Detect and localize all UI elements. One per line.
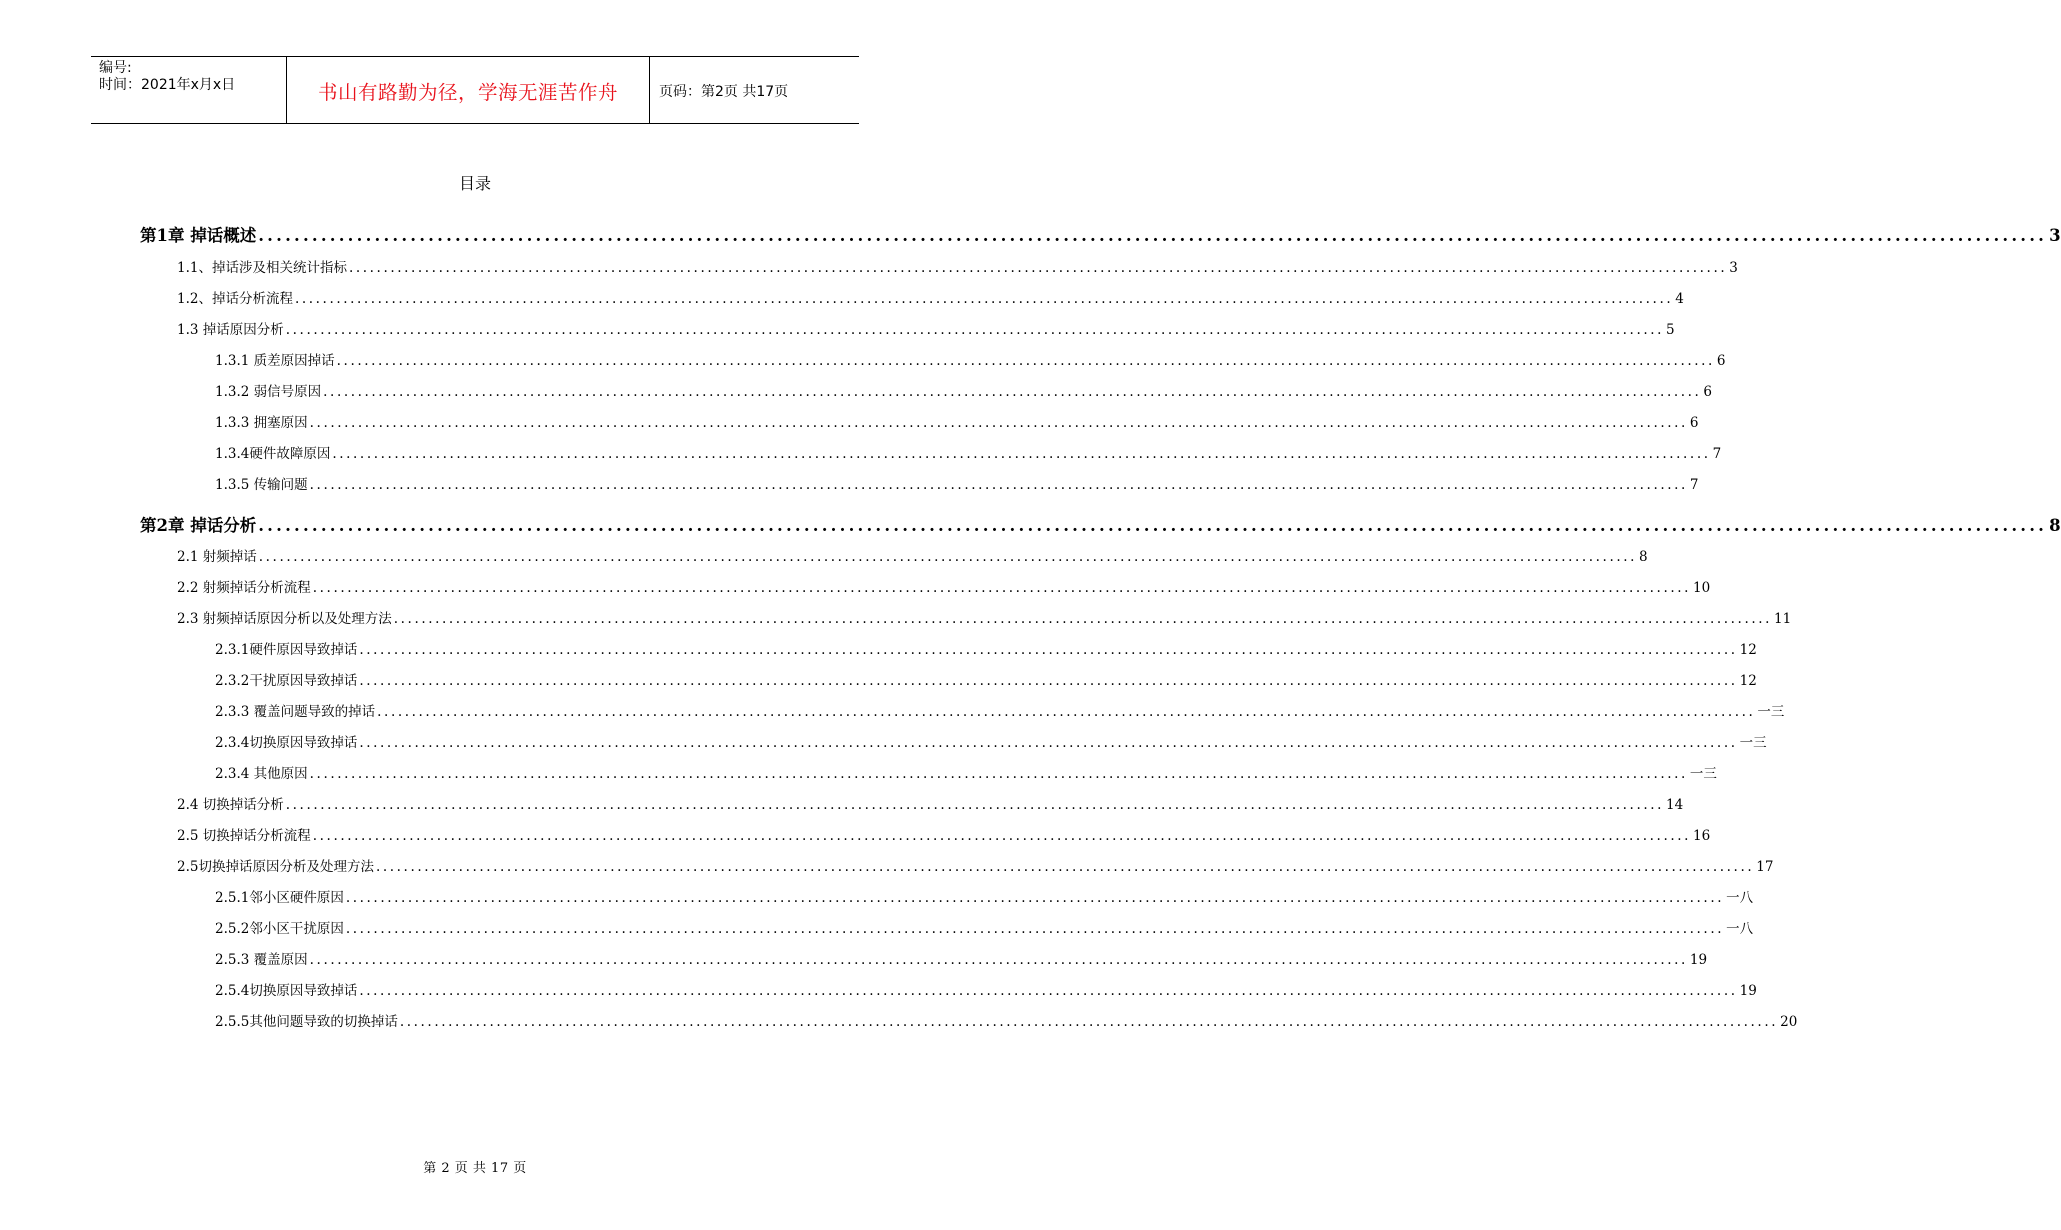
toc-dot-leader: ........................................................................................................................................................................................................ bbox=[359, 735, 1738, 751]
toc-entry-page: 5 bbox=[1666, 322, 1675, 338]
toc-entry[interactable] bbox=[215, 979, 1757, 999]
toc-entry-page: 6 bbox=[1716, 353, 1726, 369]
toc-dot-leader: ........................................................................................................................................................................................................ bbox=[312, 580, 1692, 596]
toc-entry[interactable] bbox=[177, 576, 1711, 596]
toc-entry-page: 8 bbox=[2049, 516, 2061, 535]
toc-entry-title: 2.3.2干扰原因导致掉话 bbox=[215, 673, 358, 689]
toc-entry[interactable] bbox=[177, 855, 1774, 875]
toc-entry-page: 一八 bbox=[1726, 890, 1754, 906]
toc-entry-title: 2.5.5其他问题导致的切换掉话 bbox=[215, 1014, 398, 1030]
toc-entry-title: 1.3.2 弱信号原因 bbox=[215, 384, 322, 400]
toc-entry-page: 一三 bbox=[1689, 766, 1717, 782]
toc-entry-title: 1.3.3 拥塞原因 bbox=[215, 415, 308, 431]
toc-dot-leader: ........................................................................................................................................................................................................ bbox=[336, 353, 1715, 369]
toc-entry-page: 10 bbox=[1693, 580, 1711, 596]
toc-entry-page: 3 bbox=[2049, 226, 2061, 245]
page-footer: 第 2 页 共 17 页 bbox=[423, 1161, 527, 1176]
toc-entry[interactable] bbox=[215, 1010, 1798, 1030]
toc-entry-title: 第2章 掉话分析 bbox=[140, 516, 257, 535]
toc-entry-page: 一三 bbox=[1757, 704, 1785, 720]
toc-entry-title: 2.3.4 其他原因 bbox=[215, 766, 308, 782]
toc-entry-page: 一八 bbox=[1726, 921, 1754, 937]
toc-entry-page: 3 bbox=[1729, 260, 1738, 276]
toc-entry-page: 7 bbox=[1712, 446, 1722, 462]
toc-entry-page: 一三 bbox=[1739, 735, 1767, 751]
toc-entry[interactable] bbox=[215, 886, 1754, 906]
toc-dot-leader: ........................................................................................................................................................................................................ bbox=[258, 549, 1638, 565]
toc-entry[interactable] bbox=[177, 793, 1684, 813]
toc-entry-title: 2.3.1硬件原因导致掉话 bbox=[215, 642, 358, 658]
toc-dot-leader: ........................................................................................................................................................................................................ bbox=[285, 797, 1665, 813]
toc-entry[interactable] bbox=[215, 349, 1726, 369]
toc-entry-page: 17 bbox=[1756, 859, 1774, 875]
toc-chapter-entry[interactable] bbox=[140, 512, 2061, 536]
toc-dot-leader: ........................................................................................................................................................................................................ bbox=[258, 226, 2048, 245]
toc-entry-title: 第1章 掉话概述 bbox=[140, 226, 257, 245]
toc-dot-leader: ........................................................................................................................................................................................................ bbox=[285, 322, 1665, 338]
toc-entry-title: 1.3.5 传输问题 bbox=[215, 477, 308, 493]
toc-dot-leader: ........................................................................................................................................................................................................ bbox=[348, 260, 1728, 276]
toc-entry[interactable] bbox=[215, 948, 1708, 968]
toc-entry-page: 8 bbox=[1639, 549, 1648, 565]
toc-entry-title: 1.1、掉话涉及相关统计指标 bbox=[177, 260, 347, 276]
toc-dot-leader: ........................................................................................................................................................................................................ bbox=[345, 890, 1725, 906]
toc-entry-page: 6 bbox=[1703, 384, 1713, 400]
toc-entry[interactable] bbox=[177, 256, 1738, 276]
toc-dot-leader: ........................................................................................................................................................................................................ bbox=[393, 611, 1773, 627]
toc-entry-title: 2.5.3 覆盖原因 bbox=[215, 952, 308, 968]
toc-dot-leader: ........................................................................................................................................................................................................ bbox=[359, 642, 1738, 658]
toc-entry[interactable] bbox=[177, 824, 1711, 844]
toc-entry[interactable] bbox=[215, 917, 1754, 937]
toc-entry-title: 2.5.4切换原因导致掉话 bbox=[215, 983, 358, 999]
toc-entry-page: 11 bbox=[1774, 611, 1792, 627]
toc-entry-page: 19 bbox=[1739, 983, 1757, 999]
toc-dot-leader: ........................................................................................................................................................................................................ bbox=[345, 921, 1725, 937]
header-time-label: 时间：2021年x月x日 bbox=[99, 77, 236, 93]
toc-entry-page: 20 bbox=[1780, 1014, 1798, 1030]
toc-entry[interactable] bbox=[215, 638, 1757, 658]
toc-dot-leader: ........................................................................................................................................................................................................ bbox=[309, 952, 1688, 968]
toc-entry-title: 1.3.4硬件故障原因 bbox=[215, 446, 331, 462]
toc-entry-title: 2.5.1邻小区硬件原因 bbox=[215, 890, 344, 906]
toc-entry-page: 7 bbox=[1689, 477, 1699, 493]
toc-entry[interactable] bbox=[215, 731, 1767, 751]
toc-entry[interactable] bbox=[215, 411, 1699, 431]
toc-entry-title: 2.5 切换掉话分析流程 bbox=[177, 828, 311, 844]
toc-entry-title: 2.5切换掉话原因分析及处理方法 bbox=[177, 859, 374, 875]
toc-entry-title: 2.1 射频掉话 bbox=[177, 549, 257, 565]
toc-entry-title: 2.3 射频掉话原因分析以及处理方法 bbox=[177, 611, 392, 627]
toc-entry-page: 12 bbox=[1739, 673, 1757, 689]
toc-dot-leader: ........................................................................................................................................................................................................ bbox=[294, 291, 1674, 307]
toc-dot-leader: ........................................................................................................................................................................................................ bbox=[323, 384, 1702, 400]
toc-entry-title: 1.3 掉话原因分析 bbox=[177, 322, 284, 338]
toc-dot-leader: ........................................................................................................................................................................................................ bbox=[377, 704, 1756, 720]
toc-entry[interactable] bbox=[215, 473, 1699, 493]
toc-dot-leader: ........................................................................................................................................................................................................ bbox=[399, 1014, 1779, 1030]
toc-dot-leader: ........................................................................................................................................................................................................ bbox=[309, 415, 1688, 431]
toc-entry-page: 16 bbox=[1693, 828, 1711, 844]
toc-entry[interactable] bbox=[215, 669, 1757, 689]
header-page-info: 页码：第2页 共17页 bbox=[659, 84, 789, 100]
toc-dot-leader: ........................................................................................................................................................................................................ bbox=[375, 859, 1755, 875]
toc-entry-page: 4 bbox=[1675, 291, 1684, 307]
toc-dot-leader: ........................................................................................................................................................................................................ bbox=[309, 477, 1688, 493]
toc-entry[interactable] bbox=[177, 318, 1675, 338]
toc-entry-title: 2.5.2邻小区干扰原因 bbox=[215, 921, 344, 937]
toc-dot-leader: ........................................................................................................................................................................................................ bbox=[309, 766, 1688, 782]
toc-entry-title: 2.4 切换掉话分析 bbox=[177, 797, 284, 813]
toc-entry-title: 2.3.4切换原因导致掉话 bbox=[215, 735, 358, 751]
toc-dot-leader: ........................................................................................................................................................................................................ bbox=[332, 446, 1711, 462]
header-motto: 书山有路勤为径，学海无涯苦作舟 bbox=[317, 81, 618, 104]
toc-entry-page: 19 bbox=[1689, 952, 1708, 968]
toc-entry[interactable] bbox=[215, 442, 1722, 462]
toc-entry[interactable] bbox=[215, 380, 1713, 400]
header-number-label: 编号: bbox=[99, 60, 132, 76]
toc-entry-title: 2.3.3 覆盖问题导致的掉话 bbox=[215, 704, 376, 720]
toc-entry-page: 6 bbox=[1689, 415, 1699, 431]
toc-entry-title: 2.2 射频掉话分析流程 bbox=[177, 580, 311, 596]
toc-entry-page: 12 bbox=[1739, 642, 1757, 658]
toc-entry-page: 14 bbox=[1666, 797, 1684, 813]
toc-entry[interactable] bbox=[177, 607, 1792, 627]
toc-entry-title: 1.2、掉话分析流程 bbox=[177, 291, 293, 307]
toc-chapter-entry[interactable] bbox=[140, 222, 2061, 246]
toc-dot-leader: ........................................................................................................................................................................................................ bbox=[258, 516, 2048, 535]
toc-entry[interactable] bbox=[177, 287, 1684, 307]
toc-dot-leader: ........................................................................................................................................................................................................ bbox=[359, 673, 1738, 689]
toc-dot-leader: ........................................................................................................................................................................................................ bbox=[312, 828, 1692, 844]
toc-entry-title: 1.3.1 质差原因掉话 bbox=[215, 353, 335, 369]
toc-entry[interactable] bbox=[215, 762, 1717, 782]
toc-title: 目录 bbox=[458, 174, 491, 193]
toc-entry[interactable] bbox=[177, 545, 1648, 565]
toc-entry[interactable] bbox=[215, 700, 1785, 720]
toc-dot-leader: ........................................................................................................................................................................................................ bbox=[359, 983, 1738, 999]
